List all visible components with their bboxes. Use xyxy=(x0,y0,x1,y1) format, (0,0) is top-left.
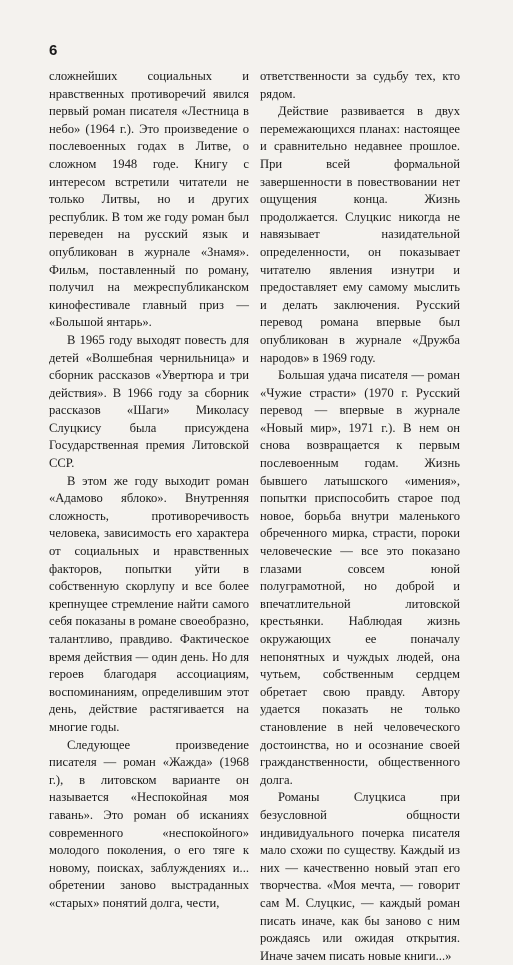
paragraph: Следующее произведение писателя — роман «Жажда» (1968 г.), в литовском варианте он называется «Неспокойная моя гавань». Это роман об исканиях современного «неспокойного» молодого поколения, о его тяге к новому, поисках, заблуждениях и... обретении заново выстраданных «старых» понятий долга, чести, xyxy=(49,737,249,910)
paragraph: Романы Слуцкиса при безусловной общности индивидуального почерка писателя мало схожи по существу. Каждый из них — качественно новый этап его творчества. «Моя мечта, — говорит сам М. Слуцкис, — каждый роман писать иначе, как бы заново с ним рождаясь или ожидая открытия. Иначе зачем писать новые книги...» xyxy=(260,790,460,963)
left-text-column xyxy=(49,68,249,913)
paragraph: Действие развивается в двух перемежающихся планах: настоящее и сравнительно недавнее прошлое. При всей формальной завершенности в повествовании нет ощущения конца. Жизнь продолжается. Слуцкис никогда не навязывает назидательной определенности, он показывает читателю явления изнутри и предоставляет ему самому мыслить и делать заключения. Русский перевод романа впервые был опубликован в журнале «Дружба народов» в 1969 году. xyxy=(260,104,460,365)
paragraph: ответственности за судьбу тех, кто рядом. xyxy=(260,69,460,101)
paragraph: сложнейших социальных и нравственных противоречий явился первый роман писателя «Лестница в небо» (1964 г.). Это произведение о послевоенных годах в Литве, о сложном 1948 годе. Книгу с интересом встретили читатели не только Литвы, но и других республик. В том же году роман был переведен на русский язык и опубликован в журнале «Знамя». Фильм, поставленный по роману, получил на межреспубликанском кинофестивале главный приз — «Большой янтарь». xyxy=(49,69,249,330)
paragraph: В 1965 году выходят повесть для детей «Волшебная чернильница» и сборник рассказов «Увертюра и три действия». В 1966 году за сборник рассказов «Шаги» Миколасу Слуцкису была присуждена Государственная премия Литовской ССР. xyxy=(49,332,249,471)
page-number: 6 xyxy=(49,42,58,59)
paragraph: Большая удача писателя — роман «Чужие страсти» (1970 г. Русский перевод — впервые в журнале «Новый мир», 1971 г.). В нем он снова возвращается к первым послевоенным годам. Жизнь бывшего латышского «имения», попытки приспособить старое под новое, борьба внутри маленького обреченного мирка, страсти, пороки человеческие — все это показано глазами совсем юной полуграмотной, но доброй и впечатлительной литовской крестьянки. Наблюдая жизнь окружающих ее поначалу непонятных и чуждых людей, она чутьем, собственным сердцем обретает свою правду. Автору удается показать не только становление в ней человеческого достоинства, но и осознание своей гражданственности, общественного долга. xyxy=(260,368,460,787)
paragraph: В этом же году выходит роман «Адамово яблоко». Внутренняя сложность, противоречивость человека, зависимость его характера от социальных и нравственных факторов, попытки уйти в собственную скорлупу и все более крепнущее стремление найти самого себя показаны в романе своеобразно, талантливо, правдиво. Фактическое время действия — один день. Но для героев благодаря ассоциациям, воспоминаниям, определившим этот день, действие растягивается на многие годы. xyxy=(49,473,249,734)
right-text-column xyxy=(260,68,460,965)
